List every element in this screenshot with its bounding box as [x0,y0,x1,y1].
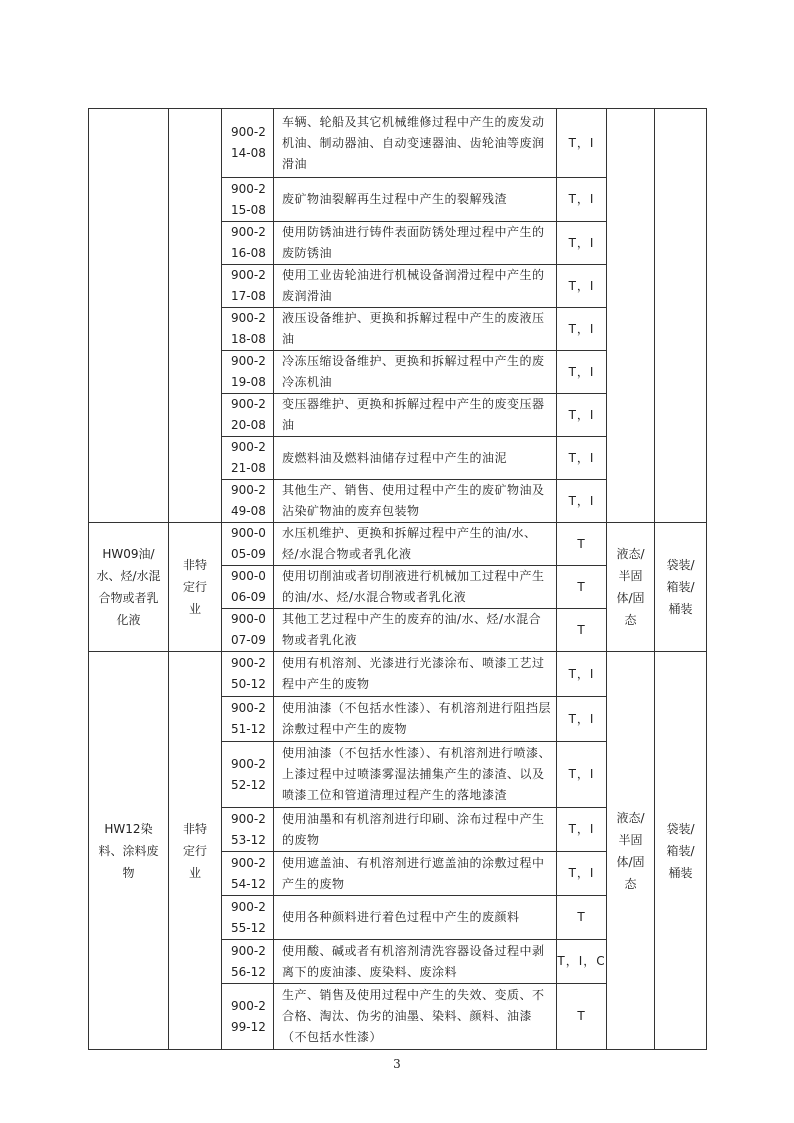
waste-code: 900-252-12 [222,742,274,808]
waste-category-hw12: HW12染料、涂料废物 [89,652,169,1050]
hazard-characteristic: T，I [557,222,607,265]
waste-description: 其他工艺过程中产生的废弃的油/水、烃/水混合物或者乳化液 [274,609,557,652]
waste-description: 水压机维护、更换和拆解过程中产生的油/水、烃/水混合物或者乳化液 [274,523,557,566]
hazard-characteristic: T [557,523,607,566]
packaging-method: 袋装/箱装/桶装 [655,523,707,652]
industry-source: 非特定行业 [169,652,222,1050]
waste-description: 使用遮盖油、有机溶剂进行遮盖油的涂敷过程中产生的废物 [274,852,557,896]
hazardous-waste-table [88,108,707,1050]
packaging-method: 袋装/箱装/桶装 [655,652,707,1050]
page-number: 3 [393,1057,401,1071]
waste-code: 900-219-08 [222,351,274,394]
waste-code: 900-249-08 [222,480,274,523]
waste-code: 900-006-09 [222,566,274,609]
waste-code: 900-253-12 [222,808,274,852]
waste-description: 使用工业齿轮油进行机械设备润滑过程中产生的废润滑油 [274,265,557,308]
hazard-characteristic: T，I [557,437,607,480]
hazard-characteristic: T，I [557,652,607,697]
waste-description: 车辆、轮船及其它机械维修过程中产生的废发动机油、制动器油、自动变速器油、齿轮油等废润滑油 [274,109,557,178]
hazard-characteristic: T，I [557,808,607,852]
waste-code: 900-255-12 [222,896,274,940]
waste-description: 使用油墨和有机溶剂进行印刷、涂布过程中产生的废物 [274,808,557,852]
table-row [89,523,707,566]
hazard-characteristic: T，I [557,109,607,178]
waste-code: 900-214-08 [222,109,274,178]
hazard-characteristic: T，I [557,265,607,308]
waste-code: 900-221-08 [222,437,274,480]
waste-description: 使用切削油或者切削液进行机械加工过程中产生的油/水、烃/水混合物或者乳化液 [274,566,557,609]
waste-description: 液压设备维护、更换和拆解过程中产生的废液压油 [274,308,557,351]
waste-code: 900-254-12 [222,852,274,896]
waste-description: 使用酸、碱或者有机溶剂清洗容器设备过程中剥离下的废油漆、废染料、废涂料 [274,940,557,984]
waste-description: 使用油漆（不包括水性漆）、有机溶剂进行阻挡层涂敷过程中产生的废物 [274,697,557,742]
waste-description: 其他生产、销售、使用过程中产生的废矿物油及沾染矿物油的废弃包装物 [274,480,557,523]
waste-description: 使用防锈油进行铸件表面防锈处理过程中产生的废防锈油 [274,222,557,265]
hazard-characteristic: T [557,984,607,1050]
waste-description: 使用油漆（不包括水性漆）、有机溶剂进行喷漆、上漆过程中过喷漆雾湿法捕集产生的漆渣、以及喷漆工位和管道清理过程产生的落地漆渣 [274,742,557,808]
hazard-characteristic: T，I [557,178,607,222]
hazard-characteristic: T，I [557,742,607,808]
hazard-characteristic: T [557,566,607,609]
waste-description: 变压器维护、更换和拆解过程中产生的废变压器油 [274,394,557,437]
waste-description: 废燃料油及燃料油储存过程中产生的油泥 [274,437,557,480]
source-cell-hw08 [169,109,222,523]
hazard-characteristic: T，I [557,308,607,351]
waste-code: 900-218-08 [222,308,274,351]
hazard-characteristic: T，I [557,480,607,523]
hazard-characteristic: T，I [557,394,607,437]
waste-code: 900-250-12 [222,652,274,697]
waste-code: 900-005-09 [222,523,274,566]
packaging-cell-hw08 [655,109,707,523]
hazard-characteristic: T，I [557,852,607,896]
hazard-characteristic: T，I，C [557,940,607,984]
waste-code: 900-215-08 [222,178,274,222]
waste-category-hw09: HW09油/水、烃/水混合物或者乳化液 [89,523,169,652]
waste-code: 900-220-08 [222,394,274,437]
category-cell-hw08 [89,109,169,523]
waste-description: 废矿物油裂解再生过程中产生的裂解残渣 [274,178,557,222]
waste-code: 900-007-09 [222,609,274,652]
hazard-characteristic: T，I [557,697,607,742]
physical-form: 液态/半固体/固态 [607,652,655,1050]
hazard-characteristic: T [557,609,607,652]
waste-code: 900-217-08 [222,265,274,308]
physical-form: 液态/半固体/固态 [607,523,655,652]
waste-code: 900-256-12 [222,940,274,984]
form-cell-hw08 [607,109,655,523]
hazard-characteristic: T，I [557,351,607,394]
waste-code: 900-216-08 [222,222,274,265]
waste-code: 900-251-12 [222,697,274,742]
hazard-characteristic: T [557,896,607,940]
waste-code: 900-299-12 [222,984,274,1050]
waste-description: 使用各种颜料进行着色过程中产生的废颜料 [274,896,557,940]
table-row [89,652,707,697]
table-row [89,109,707,178]
waste-description: 冷冻压缩设备维护、更换和拆解过程中产生的废冷冻机油 [274,351,557,394]
waste-description: 生产、销售及使用过程中产生的失效、变质、不合格、淘汰、伪劣的油墨、染料、颜料、油漆（不包括水性漆） [274,984,557,1050]
waste-description: 使用有机溶剂、光漆进行光漆涂布、喷漆工艺过程中产生的废物 [274,652,557,697]
industry-source: 非特定行业 [169,523,222,652]
